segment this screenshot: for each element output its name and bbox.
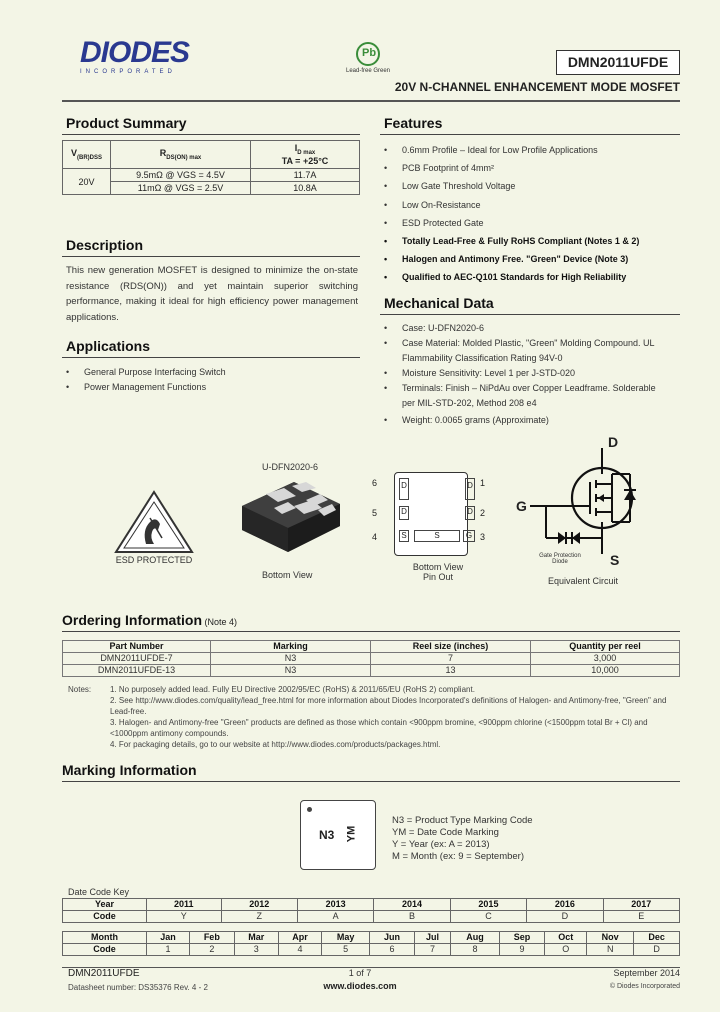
- pin-number: 4: [372, 532, 378, 542]
- footer-datasheet: Datasheet number: DS35376 Rev. 4 - 2: [68, 983, 208, 992]
- table-row: [63, 665, 680, 677]
- table-cell: Jul: [414, 932, 451, 944]
- table-cell: B: [374, 911, 450, 923]
- description-text: This new generation MOSFET is designed to minimize the on-state resistance (RDS(ON)) and yet maintain superior switching performance, making it ideal for high efficiency power management applications.: [66, 265, 358, 323]
- table-header: Quantity per reel: [531, 641, 680, 653]
- table-cell: Year: [63, 899, 147, 911]
- rds-value: 11mΩ @ VGS = 2.5V: [111, 182, 251, 195]
- table-cell: 2014: [374, 899, 450, 911]
- table-cell: 2: [190, 944, 234, 956]
- table-cell: Y: [147, 911, 222, 923]
- circuit-caption: Equivalent Circuit: [548, 576, 619, 586]
- ordering-table: [62, 640, 680, 677]
- list-item: • PCB Footprint of 4mm²: [380, 159, 680, 177]
- note-item: 2. See http://www.diodes.com/quality/lead_free.html for more information about Diodes Incorporated's definitions of Halogen- and Antimony-free, "Green" and Lead-free.: [110, 696, 667, 716]
- note-item: 1. No purposely added lead. Fully EU Directive 2002/95/EC (RoHS) & 2011/65/EU (RoHS 2) compliant.: [110, 685, 475, 694]
- list-item: • Case: U-DFN2020-6: [380, 321, 680, 336]
- pinout-caption: Bottom View Pin Out: [412, 562, 464, 582]
- esd-warning-icon: [112, 488, 196, 554]
- header-divider: [62, 100, 680, 102]
- pad-d-right: D: [465, 478, 475, 500]
- esd-figure: [112, 488, 196, 565]
- year-row: [63, 899, 680, 911]
- table-cell: E: [603, 911, 679, 923]
- section-divider: [380, 134, 680, 135]
- table-header: Marking: [211, 641, 371, 653]
- list-item: • 0.6mm Profile – Ideal for Low Profile Applications: [380, 141, 680, 159]
- table-cell: Nov: [587, 932, 634, 944]
- features-title: Features: [384, 115, 443, 131]
- ordering-note-ref: (Note 4): [204, 617, 238, 627]
- table-cell: N3: [211, 653, 371, 665]
- year-code-table: [62, 898, 680, 923]
- list-item: • General Purpose Interfacing Switch: [62, 365, 358, 380]
- mechanical-title: Mechanical Data: [384, 295, 494, 311]
- section-divider: [62, 631, 680, 632]
- rds-header: $R_{DS(ON) max}$: [111, 141, 251, 169]
- table-cell: N3: [211, 665, 371, 677]
- table-cell: 6: [370, 944, 414, 956]
- table-cell: Code: [63, 944, 147, 956]
- footer-website[interactable]: www.diodes.com: [323, 981, 397, 991]
- table-cell: Code: [63, 911, 147, 923]
- pin-number: 3: [480, 532, 486, 542]
- pin-number: 1: [480, 478, 486, 488]
- gate-label: G: [516, 498, 527, 514]
- device-subtitle: 20V N-CHANNEL ENHANCEMENT MODE MOSFET: [394, 80, 680, 94]
- notes-label: Notes:: [68, 685, 92, 694]
- marking-title: Marking Information: [62, 762, 197, 778]
- table-cell: 2015: [450, 899, 526, 911]
- marking-legend: [392, 815, 533, 863]
- notes-list: [110, 684, 680, 750]
- table-cell: 2013: [297, 899, 373, 911]
- table-cell: 3: [234, 944, 278, 956]
- table-cell: Mar: [234, 932, 278, 944]
- list-item: • Low Gate Threshold Voltage: [380, 177, 680, 195]
- month-code-table: [62, 931, 680, 956]
- description-title: Description: [66, 237, 144, 253]
- id-value: 10.8A: [251, 182, 360, 195]
- list-item: • Weight: 0.0065 grams (Approximate): [380, 413, 680, 428]
- pin-number: 6: [372, 478, 378, 488]
- note-item: 4. For packaging details, go to our website at http://www.diodes.com/products/packages.html.: [110, 740, 441, 749]
- list-item: • Low On-Resistance: [380, 196, 680, 214]
- section-divider: [62, 781, 680, 782]
- chip-marking: N3: [319, 828, 335, 842]
- table-cell: Apr: [278, 932, 321, 944]
- table-cell: 5: [322, 944, 370, 956]
- package-name: U-DFN2020-6: [262, 462, 319, 472]
- footer-part: DMN2011UFDE: [68, 968, 140, 979]
- table-cell: D: [634, 944, 680, 956]
- table-cell: May: [322, 932, 370, 944]
- list-item: • Terminals: Finish – NiPdAu over Copper Leadframe. Solderable per MIL-STD-202, Method 208 e4: [380, 381, 680, 411]
- legend-item: YM = Date Code Marking: [392, 827, 499, 838]
- pad-d-mid-right: D: [465, 506, 475, 520]
- part-number-box: DMN2011UFDE: [556, 50, 680, 75]
- section-divider: [62, 357, 360, 358]
- table-cell: Oct: [545, 932, 587, 944]
- ordering-title: Ordering Information: [62, 612, 202, 628]
- section-divider: [380, 314, 680, 315]
- list-item: • Qualified to AEC-Q101 Standards for High Reliability: [380, 268, 680, 286]
- table-cell: 1: [147, 944, 190, 956]
- pad-d-mid: D: [399, 506, 409, 520]
- table-cell: Dec: [634, 932, 680, 944]
- drain-label: D: [608, 434, 619, 450]
- table-cell: 10,000: [531, 665, 680, 677]
- table-cell: Jun: [370, 932, 414, 944]
- section-divider: [62, 256, 360, 257]
- table-header: Reel size (inches): [371, 641, 531, 653]
- table-cell: 13: [371, 665, 531, 677]
- footer-page: 1 of 7: [348, 968, 372, 978]
- esd-label: ESD PROTECTED: [115, 555, 193, 565]
- source-label: S: [610, 552, 620, 568]
- logo-subtitle: INCORPORATED: [80, 69, 176, 75]
- applications-list: [62, 365, 358, 395]
- table-cell: 2012: [221, 899, 297, 911]
- rds-value: 9.5mΩ @ VGS = 4.5V: [111, 169, 251, 182]
- vbr-header: $V_{(BR)DSS}$: [63, 141, 111, 169]
- table-cell: Z: [221, 911, 297, 923]
- table-row: [63, 653, 680, 665]
- id-header: $I_{D max}$ TA = +25°C: [251, 141, 360, 169]
- id-value: 11.7A: [251, 169, 360, 182]
- applications-title: Applications: [66, 338, 151, 354]
- list-item: • Power Management Functions: [62, 380, 358, 395]
- table-cell: C: [450, 911, 526, 923]
- pad-s-center: S: [414, 530, 460, 542]
- vbr-value: 20V: [63, 169, 111, 195]
- product-summary-table: [62, 140, 360, 195]
- table-cell: Jan: [147, 932, 190, 944]
- list-item: • Totally Lead-Free & Fully RoHS Compliant (Notes 1 & 2): [380, 232, 680, 250]
- pinout-diagram: [364, 472, 492, 560]
- pad-d-left: D: [399, 478, 409, 500]
- month-row: [63, 932, 680, 944]
- legend-item: N3 = Product Type Marking Code: [392, 815, 533, 826]
- table-cell: O: [545, 944, 587, 956]
- note-item: 3. Halogen- and Antimony-free "Green" products are defined as those which contain <900ppm bromine, <900ppm chlorine (<1500ppm total Br + Cl) and <1000ppm antimony compounds.: [110, 718, 648, 738]
- table-cell: 2011: [147, 899, 222, 911]
- table-header: Part Number: [63, 641, 211, 653]
- table-cell: Sep: [499, 932, 545, 944]
- legend-item: Y = Year (ex: A = 2013): [392, 839, 490, 850]
- footer-date: September 2014: [613, 968, 680, 978]
- package-image: [236, 476, 346, 560]
- month-code-row: [63, 944, 680, 956]
- table-cell: DMN2011UFDE-13: [63, 665, 211, 677]
- lead-free-icon: Pb: [356, 42, 380, 66]
- table-cell: 8: [451, 944, 499, 956]
- table-cell: 4: [278, 944, 321, 956]
- table-cell: D: [527, 911, 603, 923]
- ordering-title-row: [62, 612, 237, 628]
- features-list: [380, 141, 680, 287]
- pin-number: 5: [372, 508, 378, 518]
- table-cell: A: [297, 911, 373, 923]
- lead-free-label: Lead-free Green: [345, 68, 391, 74]
- table-cell: 3,000: [531, 653, 680, 665]
- chip-date-code: YM: [345, 825, 358, 843]
- diodes-logo: [80, 38, 202, 78]
- pad-g: G: [463, 530, 475, 542]
- mechanical-list: [380, 321, 680, 428]
- table-cell: DMN2011UFDE-7: [63, 653, 211, 665]
- table-cell: 9: [499, 944, 545, 956]
- footer-copyright: © Diodes Incorporated: [609, 983, 680, 990]
- table-cell: Aug: [451, 932, 499, 944]
- list-item: • Halogen and Antimony Free. "Green" Device (Note 3): [380, 250, 680, 268]
- pin1-dot: [307, 807, 312, 812]
- pad-s-left: S: [399, 530, 409, 542]
- table-cell: 7: [414, 944, 451, 956]
- table-cell: Month: [63, 932, 147, 944]
- lead-free-badge: [343, 42, 393, 74]
- logo-text: DIODES: [80, 36, 190, 69]
- date-code-key-label: Date Code Key: [68, 887, 130, 897]
- list-item: • ESD Protected Gate: [380, 214, 680, 232]
- table-cell: 7: [371, 653, 531, 665]
- table-cell: Feb: [190, 932, 234, 944]
- product-summary-title: Product Summary: [66, 115, 187, 131]
- pin-number: 2: [480, 508, 486, 518]
- year-code-row: [63, 911, 680, 923]
- legend-item: M = Month (ex: 9 = September): [392, 851, 525, 862]
- table-cell: 2016: [527, 899, 603, 911]
- list-item: • Case Material: Molded Plastic, "Green" Molding Compound. UL Flammability Classification Rating 94V-0: [380, 336, 680, 366]
- list-item: • Moisture Sensitivity: Level 1 per J-STD-020: [380, 366, 680, 381]
- gate-protection-label: Gate Protection Diode: [539, 553, 581, 565]
- marking-chip: [300, 800, 376, 870]
- table-cell: N: [587, 944, 634, 956]
- table-cell: 2017: [603, 899, 679, 911]
- section-divider: [62, 134, 360, 135]
- bottom-view-label: Bottom View: [262, 570, 313, 580]
